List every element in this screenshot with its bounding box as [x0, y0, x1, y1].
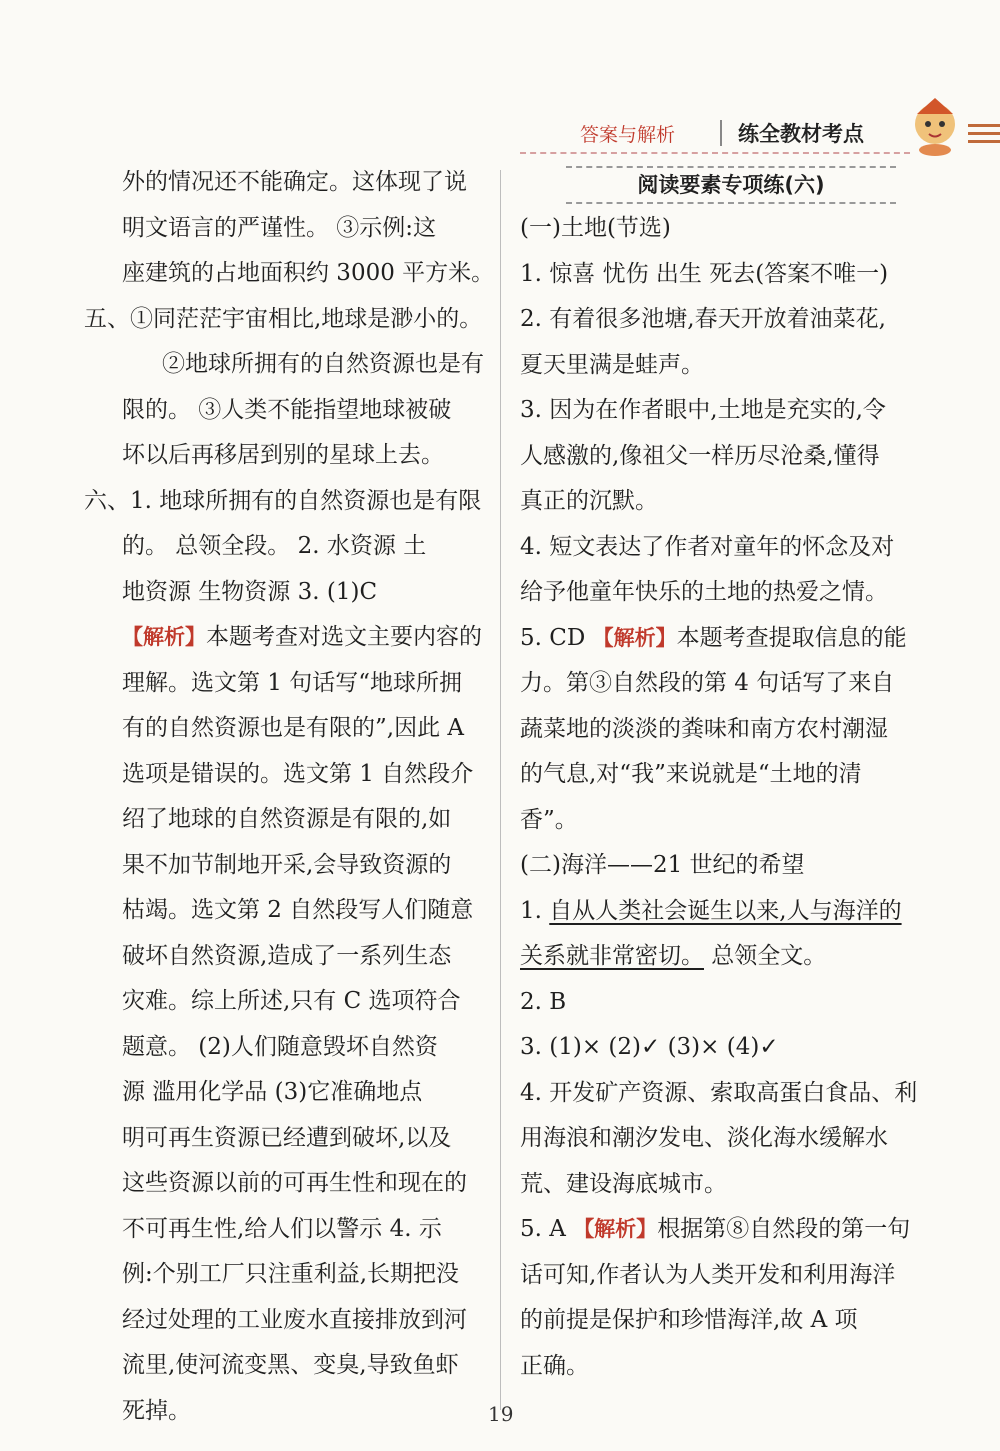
text-line: 绍了地球的自然资源是有限的,如 — [122, 806, 452, 832]
text-fragment: 本题考查提取信息的能 — [676, 624, 907, 651]
text-line — [520, 1207, 920, 1253]
text-line: 限的。 ③人类不能指望地球被破 — [122, 396, 452, 423]
text-line: 坏以后再移居到别的星球上去。 — [122, 442, 444, 468]
text-line — [520, 934, 920, 980]
text-line: 流里,使河流变黑、变臭,导致鱼虾 — [122, 1352, 459, 1378]
text-line: 枯竭。选文第 2 自然段写人们随意 — [122, 897, 474, 923]
column-divider — [500, 170, 501, 1410]
text-line: 死掉。 — [122, 1397, 191, 1424]
text-fragment: 本题考查对选文主要内容的 — [206, 624, 482, 650]
text-line: 夏天里满是蛙声。 — [520, 351, 704, 378]
page-number: 19 — [488, 1402, 514, 1426]
text-line: 香”。 — [520, 806, 578, 833]
text-line: 源 滥用化学品 (3)它准确地点 — [122, 1079, 423, 1105]
part-title: (二)海洋——21 世纪的希望 — [520, 852, 805, 878]
text-line: 题意。 (2)人们随意毁坏自然资 — [122, 1033, 438, 1060]
text-line: 经过处理的工业废水直接排放到河 — [122, 1306, 467, 1333]
text-fragment: 总领全文。 — [704, 943, 827, 969]
text-fragment: 1. — [520, 897, 550, 924]
text-line: 六、1. 地球所拥有的自然资源也是有限 — [84, 487, 482, 514]
text-line: 3. (1)× (2)✓ (3)× (4)✓ — [520, 1034, 779, 1060]
text-line: 明可再生资源已经遭到破坏,以及 — [122, 1124, 452, 1151]
text-line: 真正的沉默。 — [520, 488, 658, 514]
header-separator — [720, 120, 722, 146]
text-line: 2. B — [520, 988, 567, 1015]
text-line: 蔬菜地的淡淡的粪味和南方农村潮湿 — [520, 715, 888, 742]
text-line: 破坏自然资源,造成了一系列生态 — [122, 942, 452, 969]
text-line: 有的自然资源也是有限的”,因此 A — [122, 715, 464, 741]
underlined-text: 关系就非常密切。 — [520, 943, 704, 969]
text-line: 4. 短文表达了作者对童年的怀念及对 — [520, 533, 895, 560]
text-fragment: 根据第⑧自然段的第一句 — [657, 1216, 911, 1242]
text-line: 力。第③自然段的第 4 句话写了来自 — [520, 670, 895, 696]
text-line: 灾难。综上所述,只有 C 选项符合 — [122, 988, 461, 1014]
text-line: 的气息,对“我”来说就是“土地的清 — [520, 761, 862, 787]
header-right-label: 练全教材考点 — [738, 122, 864, 146]
header-decoration — [968, 124, 1000, 148]
mascot-icon — [905, 94, 965, 158]
text-line: 选项是错误的。选文第 1 自然段介 — [122, 760, 474, 787]
text-line: 荒、建设海底城市。 — [520, 1170, 727, 1197]
text-line: 正确。 — [520, 1352, 589, 1379]
text-line: ②地球所拥有的自然资源也是有 — [162, 351, 484, 377]
text-line: 这些资源以前的可再生性和现在的 — [122, 1170, 467, 1196]
text-line: 人感激的,像祖父一样历尽沧桑,懂得 — [520, 442, 880, 469]
text-line — [84, 615, 484, 661]
text-line: 4. 开发矿产资源、索取高蛋白食品、利 — [520, 1079, 918, 1106]
text-line: 1. 惊喜 忧伤 出生 死去(答案不唯一) — [520, 260, 889, 287]
header-dashed-line — [520, 152, 910, 154]
analysis-tag: 【解析】 — [122, 625, 206, 649]
text-line: 用海浪和潮汐发电、淡化海水缓解水 — [520, 1125, 888, 1151]
text-line: 明文语言的严谨性。 ③示例:这 — [122, 214, 437, 241]
text-line: 座建筑的占地面积约 3000 平方米。 — [122, 260, 495, 286]
text-fragment: 5. A — [520, 1216, 574, 1242]
underlined-text: 自从人类社会诞生以来,人与海洋的 — [549, 897, 902, 924]
text-line: 不可再生性,给人们以警示 4. 示 — [122, 1215, 442, 1242]
text-line — [520, 616, 920, 662]
text-line: 给予他童年快乐的土地的热爱之情。 — [520, 579, 888, 605]
page-header — [520, 112, 990, 164]
text-line: 地资源 生物资源 3. (1)C — [122, 578, 378, 605]
right-column — [520, 160, 920, 1389]
analysis-tag: 【解析】 — [573, 1217, 658, 1241]
text-line: 例:个别工厂只注重利益,长期把没 — [122, 1261, 460, 1287]
analysis-tag: 【解析】 — [592, 625, 677, 650]
left-column — [84, 160, 495, 1434]
part-title: (一)土地(节选) — [520, 215, 671, 241]
text-line: 理解。选文第 1 句话写“地球所拥 — [122, 669, 463, 696]
text-line: 3. 因为在作者眼中,土地是充实的,令 — [520, 397, 886, 423]
text-line: 五、①同茫茫宇宙相比,地球是渺小的。 — [84, 305, 483, 332]
text-line: 外的情况还不能确定。这体现了说 — [122, 169, 467, 195]
header-left-label: 答案与解析 — [580, 124, 676, 146]
text-line: 的。 总领全段。 2. 水资源 土 — [122, 533, 427, 559]
text-line: 2. 有着很多池塘,春天开放着油菜花, — [520, 306, 886, 332]
text-fragment: 5. CD — [520, 624, 593, 651]
text-line: 话可知,作者认为人类开发和利用海洋 — [520, 1261, 896, 1288]
section-title: 阅读要素专项练(六) — [566, 166, 896, 204]
text-line: 果不加节制地开采,会导致资源的 — [122, 851, 452, 878]
text-line — [520, 889, 920, 935]
text-line: 的前提是保护和珍惜海洋,故 A 项 — [520, 1307, 858, 1333]
